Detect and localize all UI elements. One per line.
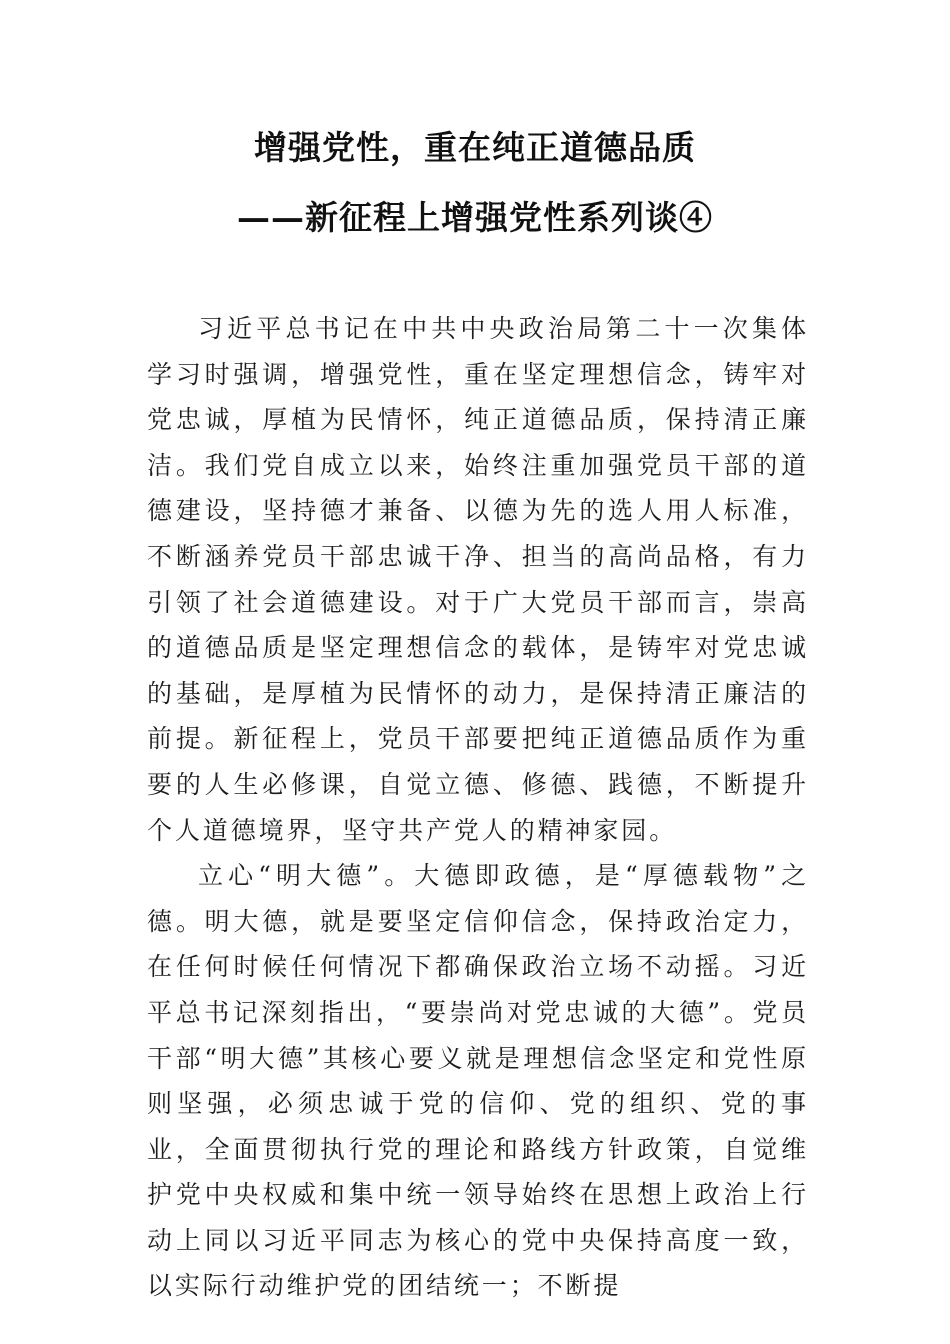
document-title: 增强党性，重在纯正道德品质 [254,128,696,167]
paragraph-intro: 习近平总书记在中共中央政治局第二十一次集体学习时强调，增强党性，重在坚定理想信念，铸牢对党忠诚，厚植为民情怀，纯正道德品质，保持清正廉洁。我们党自成立以来，始终注重加强党员干部的道德建设，坚持德才兼备、以德为先的选人用人标准，不断涵养党员干部忠诚干净、担当的高尚品格，有力引领了社会道德建设。对于广大党员干部而言，崇高的道德品质是坚定理想信念的载体，是铸牢对党忠诚的基础，是厚植为民情怀的动力，是保持清正廉洁的前提。新征程上，党员干部要把纯正道德品质作为重要的人生必修课，自觉立德、修德、践德，不断提升个人道德境界，坚守共产党人的精神家园。 [147,314,809,845]
paragraph-ming-da-de: 立心“明大德”。大德即政德，是“厚德载物”之德。明大德，就是要坚定信仰信念，保持政治定力，在任何时候任何情况下都确保政治立场不动摇。习近平总书记深刻指出，“要崇尚对党忠诚的大德”。党员干部“明大德”其核心要义就是理想信念坚定和党性原则坚强，必须忠诚于党的信仰、党的组织、党的事业，全面贯彻执行党的理论和路线方针政策，自觉维护党中央权威和集中统一领导始终在思想上政治上行动上同以习近平同志为核心的党中央保持高度一致，以实际行动维护党的团结统一；不断提 [147,861,809,1301]
document-body [147,306,809,1309]
document-subtitle: ——新征程上增强党性系列谈④ [237,198,713,237]
